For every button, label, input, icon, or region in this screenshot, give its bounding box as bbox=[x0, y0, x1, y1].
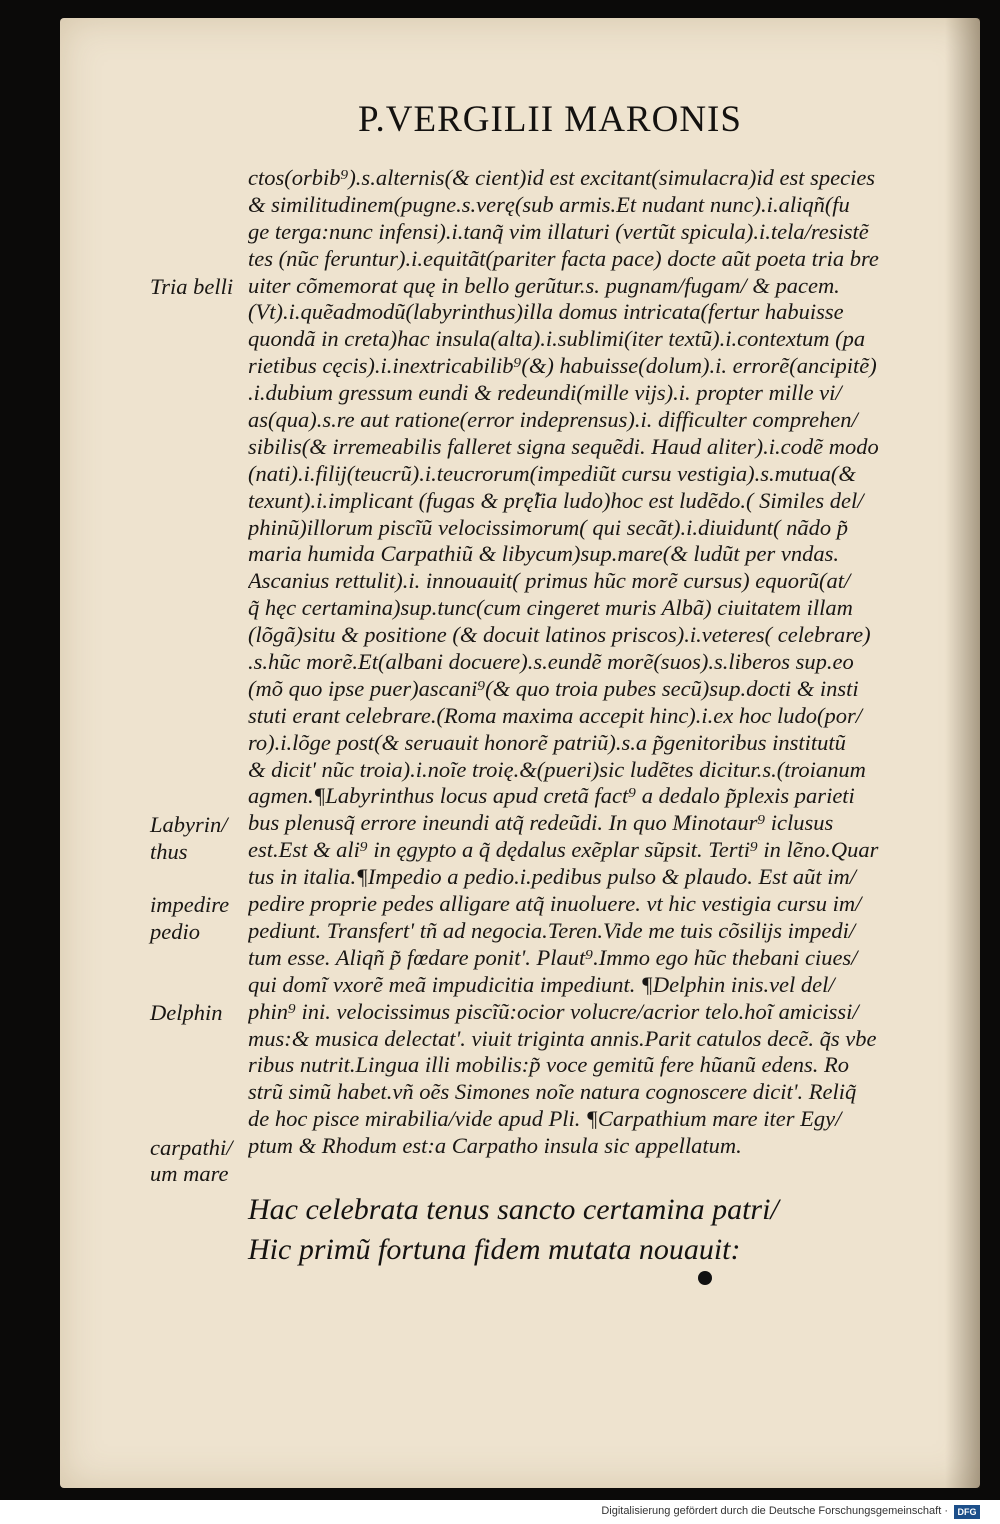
commentary-line: & similitudinem(pugne.s.verę(sub armis.Et nudant nunc).i.aliqñ(fu bbox=[248, 191, 850, 217]
commentary-line: .i.dubium gressum eundi & redeundi(mille vijs).i. propter mille vi/ bbox=[248, 380, 842, 406]
commentary-line: .s.hũc morẽ.Et(albani docuere).s.eundẽ morẽ(suos).s.liberos sup.eo bbox=[248, 649, 854, 675]
ornament-dot bbox=[698, 1271, 712, 1285]
dfg-logo-icon: DFG bbox=[954, 1505, 980, 1519]
commentary-line: stuti erant celebrare.(Roma maxima accepit hinc).i.ex hoc ludo(por/ bbox=[248, 702, 863, 728]
commentary-line: strũ simũ habet.vñ oẽs Simones noĩe natura cognoscere dicit'. Reliq̃ bbox=[248, 1079, 857, 1105]
commentary-line: mus:& musica delectat'. viuit triginta annis.Parit catulos decẽ. q̃s vbe bbox=[248, 1025, 877, 1051]
commentary-line: (nati).i.filij(teucrũ).i.teucrorum(impediũt cursu vestigia).s.mutua(& bbox=[248, 460, 856, 486]
commentary-line: agmen.¶Labyrinthus locus apud cretã fact⁹ a dedalo p̃plexis parieti bbox=[248, 783, 855, 809]
commentary-line: ribus nutrit.Lingua illi mobilis:p̃ voce gemitũ fere hũanũ edens. Ro bbox=[248, 1052, 849, 1078]
commentary-line: tum esse. Aliqñ p̃ fœdare ponit'. Plaut⁹.Immo ego hũc thebani ciues/ bbox=[248, 944, 858, 970]
margin-note-impedire: impedire bbox=[150, 892, 230, 918]
commentary-line: maria humida Carpathiũ & libycum)sup.mare(& ludũt per vndas. bbox=[248, 541, 840, 567]
commentary-line: (Vt).i.quẽadmodũ(labyrinthus)illa domus intricata(fertur habuisse bbox=[248, 299, 844, 325]
commentary-line: Ascanius rettulit).i. innouauit( primus hũc morẽ cursus) equorũ(at/ bbox=[248, 568, 851, 594]
commentary-line: uiter cõmemorat quę in bello gerũtur.s. pugnam/fugam/ & pacem. bbox=[248, 272, 840, 298]
commentary-line: as(qua).s.re aut ratione(error indeprensus).i. difficulter comprehen/ bbox=[248, 407, 858, 433]
commentary-line: q̃ hęc certamina)sup.tunc(cum cingeret muris Albã) ciuitatem illam bbox=[248, 595, 853, 621]
commentary-line: pedire proprie pedes alligare atq̃ inuoluere. vt hic vestigia cursu im/ bbox=[248, 891, 862, 917]
commentary-line: & dicit' nũc troia).i.noĩe troię.&(pueri)sic ludẽtes dicitur.s.(troianum bbox=[248, 756, 866, 782]
footer-credit-text: Digitalisierung gefördert durch die Deutsche Forschungsgemeinschaft · bbox=[601, 1505, 948, 1517]
margin-note-carpathium-cont: um mare bbox=[150, 1161, 229, 1187]
commentary-line: est.Est & ali⁹ in ęgypto a q̃ dędalus exẽplar sũpsit. Terti⁹ in lẽno.Quar bbox=[248, 837, 879, 863]
commentary-line: texunt).i.implicant (fugas & prę̃lia ludo)hoc est ludẽdo.( Similes del/ bbox=[248, 487, 864, 513]
margin-note-carpathium: carpathi/ bbox=[150, 1134, 233, 1160]
verse-line: Hic primũ fortuna fidem mutata nouauit: bbox=[248, 1233, 741, 1266]
verse-line: Hac celebrata tenus sancto certamina patri/ bbox=[248, 1193, 779, 1226]
commentary-line: rietibus cęcis).i.inextricabilib⁹(&) habuisse(dolum).i. errorẽ(ancipitẽ) bbox=[248, 353, 877, 379]
commentary-line: quondã in creta)hac insula(alta).i.sublimi(iter textũ).i.contextum (pa bbox=[248, 326, 866, 352]
commentary-line: qui domĩ vxorẽ meã impudicitia impediunt. ¶Delphin inis.vel del/ bbox=[248, 971, 835, 997]
commentary-line: phinũ)illorum piscĩũ velocissimorum( qui secãt).i.diuidunt( nãdo p̃ bbox=[248, 514, 848, 540]
commentary-line: (lõgã)situ & positione (& docuit latinos priscos).i.veteres( celebrare) bbox=[248, 622, 871, 648]
page-edge-shadow bbox=[945, 18, 980, 1488]
commentary-line: ptum & Rhodum est:a Carpatho insula sic appellatum. bbox=[248, 1133, 742, 1159]
running-header: P.VERGILII MARONIS bbox=[358, 99, 742, 140]
commentary-line: (mõ quo ipse puer)ascani⁹(& quo troia pubes secũ)sup.docti & insti bbox=[248, 675, 859, 701]
margin-note-pedio: pedio bbox=[150, 919, 200, 945]
commentary-line: pediunt. Transfert' tñ ad negocia.Teren.Vide me tuis cõsilijs impedi/ bbox=[248, 917, 856, 943]
verse-block bbox=[248, 1190, 888, 1270]
margin-note-labyrinthus: Labyrin/ bbox=[150, 811, 228, 837]
commentary-line: ge terga:nunc infensi).i.tanq̃ vim illaturi (vertũt spicula).i.tela/resistẽ bbox=[248, 218, 869, 244]
commentary-line: ro).i.lõge post(& seruauit honorẽ patriũ).s.a p̃genitoribus institutũ bbox=[248, 729, 846, 755]
margin-note-labyrinthus-cont: thus bbox=[150, 838, 188, 864]
commentary-text-block bbox=[248, 165, 948, 1160]
commentary-line: phin⁹ ini. velocissimus piscĩũ:ocior volucre/acrior telo.hoĩ amicissi/ bbox=[248, 998, 859, 1024]
margin-note-tria-belli: Tria belli bbox=[150, 273, 234, 299]
commentary-line: ctos(orbib⁹).s.alternis(& cient)id est excitant(simulacra)id est species bbox=[248, 165, 876, 190]
commentary-line: tes (nũc feruntur).i.equitãt(pariter facta pace) docte aũt poeta tria bre bbox=[248, 245, 879, 271]
commentary-line: sibilis(& irremeabilis falleret signa sequẽdi. Haud aliter).i.codẽ modo bbox=[248, 433, 879, 459]
margin-note-delphin: Delphin bbox=[150, 1000, 223, 1025]
digitization-footer bbox=[0, 1500, 1000, 1524]
commentary-line: bus plenusq̃ errore ineundi atq̃ redeũdi. In quo Minotaur⁹ iclusus bbox=[248, 810, 834, 836]
commentary-line: tus in italia.¶Impedio a pedio.i.pedibus pulso & plaudo. Est aũt im/ bbox=[248, 864, 857, 890]
commentary-line: de hoc pisce mirabilia/vide apud Pli. ¶Carpathium mare iter Egy/ bbox=[248, 1106, 842, 1132]
